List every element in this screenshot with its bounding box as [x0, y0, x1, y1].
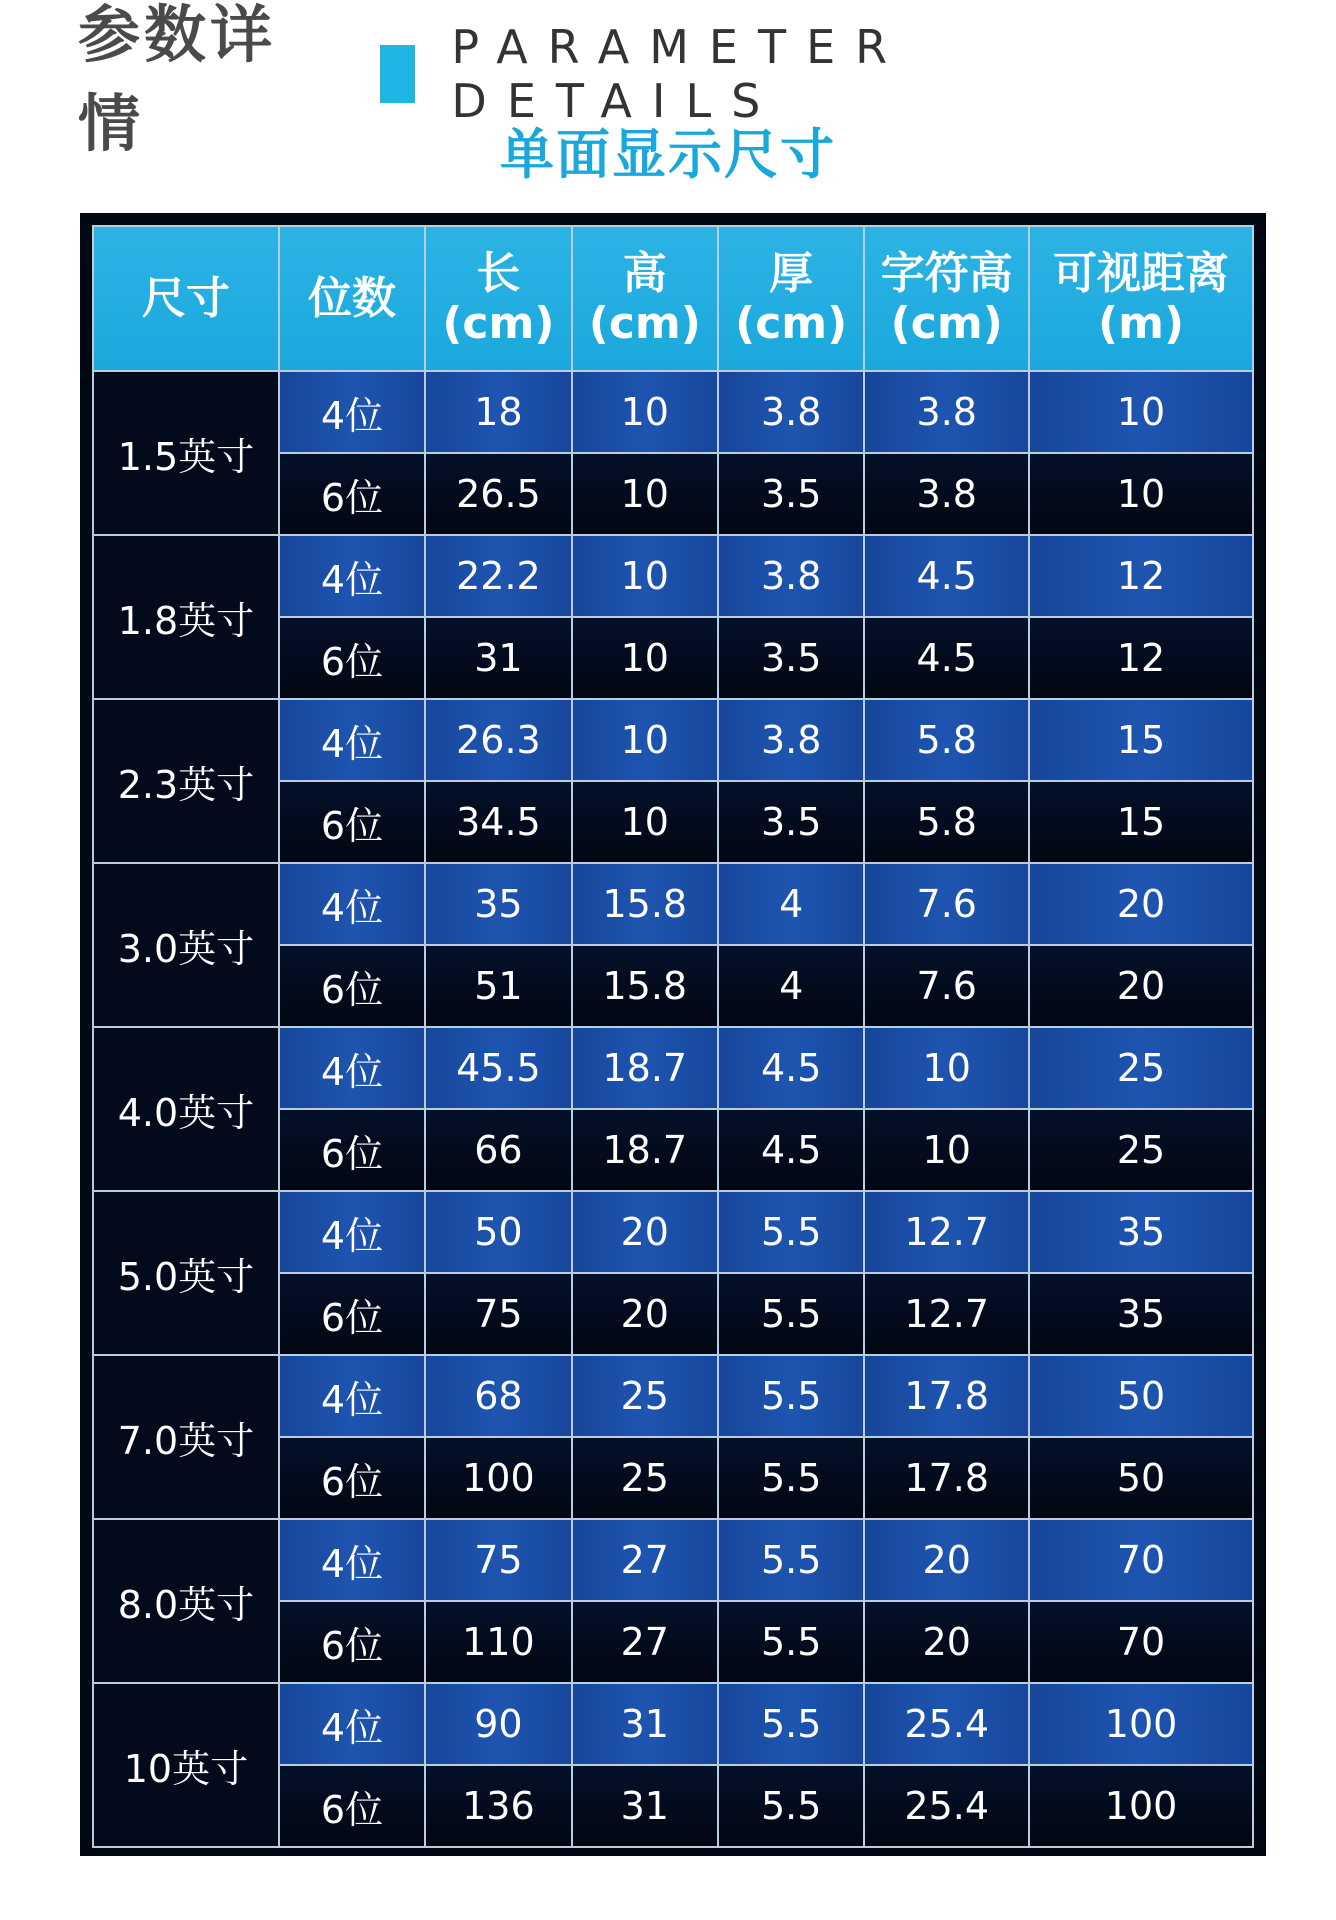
- table-row: [93, 371, 1253, 453]
- char-height-cell: 25.4: [864, 1683, 1029, 1765]
- digits-cell: 4位: [279, 371, 425, 453]
- length-cell: 75: [425, 1273, 571, 1355]
- distance-cell: 100: [1029, 1765, 1253, 1847]
- thickness-cell: 5.5: [718, 1601, 864, 1683]
- parameter-table: [92, 225, 1254, 1848]
- column-header-label: 可视距离: [1053, 247, 1230, 299]
- length-cell: 51: [425, 945, 571, 1027]
- column-header-unit: (cm): [588, 297, 701, 349]
- height-cell: 10: [572, 371, 718, 453]
- height-cell: 15.8: [572, 863, 718, 945]
- thickness-cell: 4.5: [718, 1027, 864, 1109]
- thickness-cell: 3.8: [718, 371, 864, 453]
- distance-cell: 15: [1029, 699, 1253, 781]
- height-cell: 18.7: [572, 1109, 718, 1191]
- distance-cell: 70: [1029, 1601, 1253, 1683]
- digits-cell: 6位: [279, 1765, 425, 1847]
- size-cell: 2.3英寸: [93, 699, 279, 863]
- char-height-cell: 3.8: [864, 371, 1029, 453]
- digits-cell: 4位: [279, 535, 425, 617]
- height-cell: 27: [572, 1601, 718, 1683]
- column-header-size: [93, 226, 279, 371]
- thickness-cell: 3.5: [718, 453, 864, 535]
- table-body: [93, 371, 1253, 1847]
- distance-cell: 35: [1029, 1191, 1253, 1273]
- thickness-cell: 3.5: [718, 617, 864, 699]
- height-cell: 18.7: [572, 1027, 718, 1109]
- thickness-cell: 4: [718, 863, 864, 945]
- digits-cell: 4位: [279, 1683, 425, 1765]
- column-header-char-height: [864, 226, 1029, 371]
- digits-cell: 6位: [279, 1601, 425, 1683]
- digits-cell: 6位: [279, 1273, 425, 1355]
- table-row: [93, 1191, 1253, 1273]
- length-cell: 22.2: [425, 535, 571, 617]
- column-header-label: 字符高: [880, 247, 1013, 299]
- thickness-cell: 5.5: [718, 1519, 864, 1601]
- digits-cell: 4位: [279, 1519, 425, 1601]
- digits-cell: 6位: [279, 781, 425, 863]
- char-height-cell: 20: [864, 1601, 1029, 1683]
- thickness-cell: 5.5: [718, 1355, 864, 1437]
- column-header-height: [572, 226, 718, 371]
- digits-cell: 4位: [279, 1027, 425, 1109]
- column-header-unit: (cm): [442, 297, 555, 349]
- length-cell: 110: [425, 1601, 571, 1683]
- thickness-cell: 5.5: [718, 1191, 864, 1273]
- char-height-cell: 5.8: [864, 781, 1029, 863]
- table-row: [93, 535, 1253, 617]
- size-cell: 8.0英寸: [93, 1519, 279, 1683]
- length-cell: 68: [425, 1355, 571, 1437]
- thickness-cell: 3.8: [718, 699, 864, 781]
- column-header-label: 高: [622, 247, 667, 299]
- thickness-cell: 5.5: [718, 1437, 864, 1519]
- table-row: [93, 863, 1253, 945]
- length-cell: 136: [425, 1765, 571, 1847]
- length-cell: 45.5: [425, 1027, 571, 1109]
- length-cell: 31: [425, 617, 571, 699]
- digits-cell: 6位: [279, 617, 425, 699]
- thickness-cell: 5.5: [718, 1683, 864, 1765]
- distance-cell: 100: [1029, 1683, 1253, 1765]
- char-height-cell: 10: [864, 1027, 1029, 1109]
- height-cell: 27: [572, 1519, 718, 1601]
- height-cell: 31: [572, 1765, 718, 1847]
- column-header-thickness: [718, 226, 864, 371]
- digits-cell: 4位: [279, 1191, 425, 1273]
- size-cell: 3.0英寸: [93, 863, 279, 1027]
- column-header-distance: [1029, 226, 1253, 371]
- length-cell: 90: [425, 1683, 571, 1765]
- digits-cell: 6位: [279, 453, 425, 535]
- digits-cell: 6位: [279, 1437, 425, 1519]
- distance-cell: 25: [1029, 1027, 1253, 1109]
- size-cell: 10英寸: [93, 1683, 279, 1847]
- height-cell: 31: [572, 1683, 718, 1765]
- thickness-cell: 5.5: [718, 1765, 864, 1847]
- length-cell: 66: [425, 1109, 571, 1191]
- size-cell: 4.0英寸: [93, 1027, 279, 1191]
- table-row: [93, 699, 1253, 781]
- char-height-cell: 12.7: [864, 1273, 1029, 1355]
- length-cell: 100: [425, 1437, 571, 1519]
- distance-cell: 35: [1029, 1273, 1253, 1355]
- column-header-label: 厚: [769, 247, 814, 299]
- length-cell: 50: [425, 1191, 571, 1273]
- char-height-cell: 7.6: [864, 863, 1029, 945]
- char-height-cell: 17.8: [864, 1355, 1029, 1437]
- thickness-cell: 3.8: [718, 535, 864, 617]
- height-cell: 10: [572, 453, 718, 535]
- height-cell: 10: [572, 699, 718, 781]
- size-cell: 1.5英寸: [93, 371, 279, 535]
- length-cell: 26.5: [425, 453, 571, 535]
- column-header-digits: [279, 226, 425, 371]
- distance-cell: 12: [1029, 617, 1253, 699]
- parameter-table-frame: [80, 213, 1266, 1856]
- table-row: [93, 1519, 1253, 1601]
- distance-cell: 12: [1029, 535, 1253, 617]
- height-cell: 10: [572, 535, 718, 617]
- column-header-label: 位数: [308, 272, 396, 324]
- column-header-label: 长: [476, 247, 521, 299]
- column-header-label: 尺寸: [141, 272, 230, 324]
- length-cell: 75: [425, 1519, 571, 1601]
- char-height-cell: 10: [864, 1109, 1029, 1191]
- distance-cell: 50: [1029, 1437, 1253, 1519]
- distance-cell: 15: [1029, 781, 1253, 863]
- thickness-cell: 5.5: [718, 1273, 864, 1355]
- char-height-cell: 17.8: [864, 1437, 1029, 1519]
- table-row: [93, 1355, 1253, 1437]
- distance-cell: 20: [1029, 945, 1253, 1027]
- column-header-length: [425, 226, 571, 371]
- height-cell: 15.8: [572, 945, 718, 1027]
- size-cell: 7.0英寸: [93, 1355, 279, 1519]
- char-height-cell: 4.5: [864, 617, 1029, 699]
- column-header-unit: (m): [1098, 297, 1185, 349]
- digits-cell: 4位: [279, 1355, 425, 1437]
- thickness-cell: 3.5: [718, 781, 864, 863]
- table-row: [93, 1027, 1253, 1109]
- char-height-cell: 20: [864, 1519, 1029, 1601]
- distance-cell: 50: [1029, 1355, 1253, 1437]
- distance-cell: 10: [1029, 371, 1253, 453]
- thickness-cell: 4: [718, 945, 864, 1027]
- page-title-cn: 参数详情: [78, 0, 277, 160]
- height-cell: 25: [572, 1355, 718, 1437]
- distance-cell: 10: [1029, 453, 1253, 535]
- digits-cell: 4位: [279, 699, 425, 781]
- digits-cell: 6位: [279, 945, 425, 1027]
- height-cell: 20: [572, 1273, 718, 1355]
- height-cell: 20: [572, 1191, 718, 1273]
- page-title-en: PARAMETER DETAILS: [451, 20, 908, 128]
- char-height-cell: 12.7: [864, 1191, 1029, 1273]
- size-cell: 1.8英寸: [93, 535, 279, 699]
- distance-cell: 70: [1029, 1519, 1253, 1601]
- table-row: [93, 1683, 1253, 1765]
- distance-cell: 20: [1029, 863, 1253, 945]
- distance-cell: 25: [1029, 1109, 1253, 1191]
- length-cell: 18: [425, 371, 571, 453]
- height-cell: 10: [572, 781, 718, 863]
- size-cell: 5.0英寸: [93, 1191, 279, 1355]
- column-header-unit: (cm): [890, 297, 1003, 349]
- length-cell: 35: [425, 863, 571, 945]
- digits-cell: 6位: [279, 1109, 425, 1191]
- char-height-cell: 5.8: [864, 699, 1029, 781]
- char-height-cell: 4.5: [864, 535, 1029, 617]
- char-height-cell: 3.8: [864, 453, 1029, 535]
- thickness-cell: 4.5: [718, 1109, 864, 1191]
- page-subtitle: 单面显示尺寸: [500, 123, 836, 186]
- height-cell: 25: [572, 1437, 718, 1519]
- char-height-cell: 25.4: [864, 1765, 1029, 1847]
- column-header-unit: (cm): [735, 297, 848, 349]
- accent-bar: [380, 45, 415, 103]
- table-header-row: [93, 226, 1253, 371]
- length-cell: 26.3: [425, 699, 571, 781]
- length-cell: 34.5: [425, 781, 571, 863]
- digits-cell: 4位: [279, 863, 425, 945]
- height-cell: 10: [572, 617, 718, 699]
- char-height-cell: 7.6: [864, 945, 1029, 1027]
